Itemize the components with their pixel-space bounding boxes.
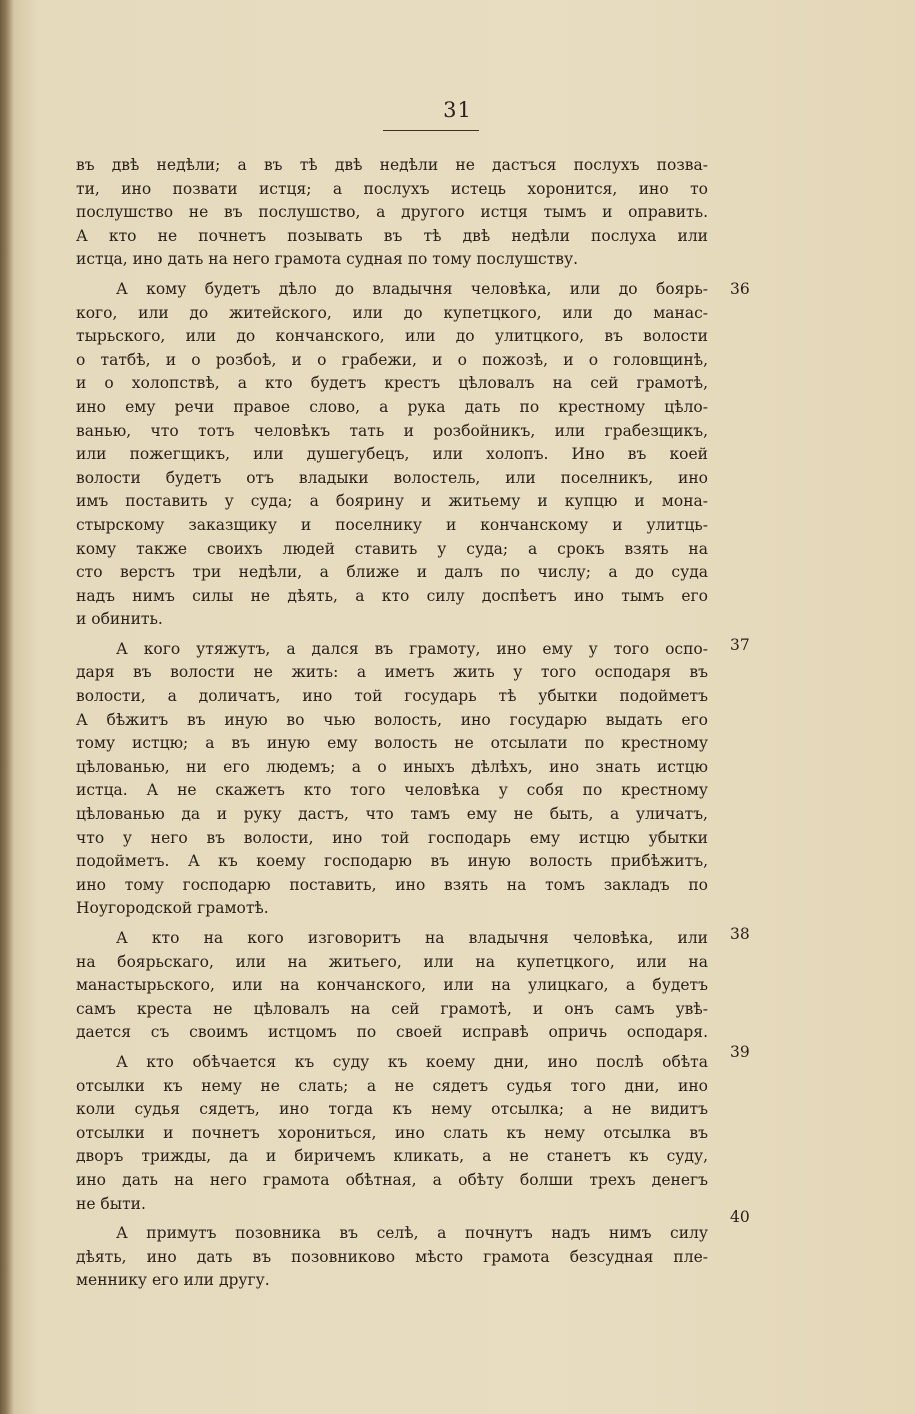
text-line: надъ нимъ силы не дѣять, а кто силу доспѣетъ ино тымъ его xyxy=(76,586,708,605)
text-line: цѣлованью да и руку дастъ, что тамъ ему не быть, а уличатъ, xyxy=(76,805,708,824)
text-line: имъ поставить у суда; а боярину и житьему и купцю и мона- xyxy=(76,492,708,511)
text-line: на боярьскаго, или на житьего, или на купетцкого, или на xyxy=(76,952,708,971)
text-line: волости будетъ отъ владыки волостель, или поселникъ, ино xyxy=(76,468,708,487)
text-line: послушство не въ послушство, а другого истця тымъ и оправить. xyxy=(76,203,708,222)
text-line: А примутъ позовника въ селѣ, а почнутъ надъ нимъ силу xyxy=(116,1224,708,1243)
text-line: ванью, что тотъ человѣкъ тать и розбойникъ, или грабезщикъ, xyxy=(76,421,708,440)
text-line: самъ креста не цѣловалъ на сей грамотѣ, и онъ самъ увѣ- xyxy=(76,999,708,1018)
text-line: дворъ трижды, да и биричемъ кликать, а не станетъ къ суду, xyxy=(76,1147,708,1166)
margin-number-39: 39 xyxy=(730,1043,750,1061)
text-line: ти, ино позвати истця; а послухъ истець хоронится, ино то xyxy=(76,179,708,198)
text-line: А кто не почнетъ позывать въ тѣ двѣ недѣли послуха или xyxy=(76,226,708,245)
text-line: стырскому заказщику и поселнику и кончанскому и улитць- xyxy=(76,515,708,534)
text-line: А бѣжитъ въ иную во чью волость, ино государю выдать его xyxy=(76,710,708,729)
text-line: А кто обѣчается къ суду къ коему дни, ино послѣ обѣта xyxy=(116,1052,708,1071)
paragraph-39 xyxy=(76,1051,708,1216)
text-line: А кто на кого изговоритъ на владычня человѣка, или xyxy=(116,929,708,947)
margin-number-36: 36 xyxy=(730,280,750,298)
paragraph-continuation xyxy=(76,154,708,272)
text-line: не быти. xyxy=(76,1194,146,1213)
paragraph-38 xyxy=(76,927,708,1045)
text-line: отсылки къ нему не слать; а не сядетъ судья того дни, ино xyxy=(76,1076,708,1095)
paragraph-37 xyxy=(76,638,708,921)
margin-number-40: 40 xyxy=(730,1208,750,1226)
paragraph-40 xyxy=(76,1222,708,1293)
text-line: истца, ино дать на него грамота судная по тому послушству. xyxy=(76,250,579,269)
text-line: истца. А не скажетъ кто того человѣка у собя по крестному xyxy=(76,781,708,800)
text-line: даря въ волости не жить: а иметъ жить у того осподаря въ xyxy=(76,663,708,682)
page-number: 31 xyxy=(443,98,472,122)
text-line: о татбѣ, и о розбоѣ, и о грабежи, и о пожозѣ, и о головщинѣ, xyxy=(76,350,708,369)
margin-number-38: 38 xyxy=(730,925,750,943)
text-line: ино тому господарю поставить, ино взять на томъ закладъ по xyxy=(76,875,708,894)
text-block xyxy=(76,154,708,1293)
text-line: дается съ своимъ истцомъ по своей исправѣ опричь осподаря. xyxy=(76,1023,708,1042)
text-line: сто верстъ три недѣли, а ближе и далъ по числу; а до суда xyxy=(76,563,708,582)
text-line: дѣять, ино дать въ позовниково мѣсто грамота безсудная пле- xyxy=(76,1247,708,1266)
text-line: А кому будетъ дѣло до владычня человѣка, или до боярь- xyxy=(116,279,708,298)
text-line: волости, а доличатъ, ино той государь тѣ убытки подойметъ xyxy=(76,687,708,706)
text-line: коли судья сядетъ, ино тогда къ нему отсылка; а не видитъ xyxy=(76,1100,708,1119)
text-line: кому также своихъ людей ставить у суда; а срокъ взять на xyxy=(76,539,708,558)
text-line: что у него въ волости, ино той господарь ему истцю убытки xyxy=(76,828,708,847)
margin-number-37: 37 xyxy=(730,636,750,654)
text-line: А кого утяжутъ, а дался въ грамоту, ино ему у того оспо- xyxy=(116,639,708,658)
paragraph-36 xyxy=(76,278,708,632)
text-line: Ноугородской грамотѣ. xyxy=(76,899,269,918)
text-line: манастырьского, или на кончанского, или на улицкаго, а будетъ xyxy=(76,976,708,995)
text-line: кого, или до житейского, или до купетцкого, или до манас- xyxy=(76,303,708,322)
text-line: подойметъ. А къ коему господарю въ иную волость прибѣжитъ, xyxy=(76,852,708,871)
text-line: или пожегщикъ, или душегубецъ, или холопъ. Ино въ коей xyxy=(76,445,708,464)
text-line: отсылки и почнетъ хорониться, ино слать къ нему отсылка въ xyxy=(76,1123,708,1142)
text-line: и о холопствѣ, а кто будетъ крестъ цѣловалъ на сей грамотѣ, xyxy=(76,374,708,393)
text-line: цѣлованью, ни его людемъ; а о иныхъ дѣлѣхъ, ино знать истцю xyxy=(76,757,708,776)
header-rule xyxy=(383,130,479,131)
text-line: ино дать на него грамота обѣтная, а обѣту болши трехъ денегъ xyxy=(76,1170,708,1189)
text-line: и обинить. xyxy=(76,610,163,629)
text-line: тырьского, или до кончанского, или до улитцкого, въ волости xyxy=(76,327,708,346)
text-line: въ двѣ недѣли; а въ тѣ двѣ недѣли не дастъся послухъ позва- xyxy=(76,156,708,174)
text-line: меннику его или другу. xyxy=(76,1271,270,1290)
text-line: тому истцю; а въ иную ему волость не отсылати по крестному xyxy=(76,734,708,753)
text-line: ино ему речи правое слово, а рука дать по крестному цѣло- xyxy=(76,397,708,416)
